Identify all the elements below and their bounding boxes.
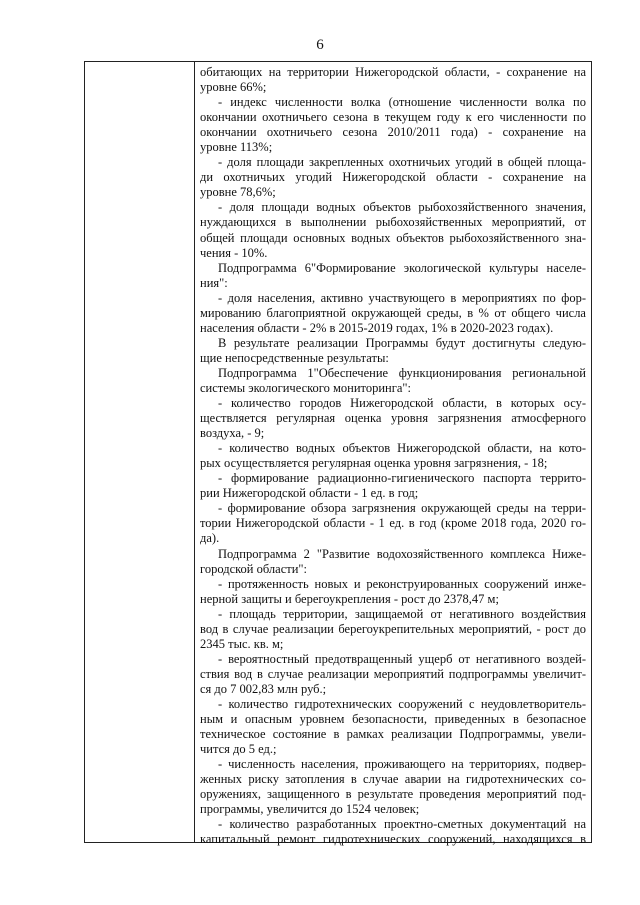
text-line: обитающих на территории Нижегородской области, - сохранение на — [200, 65, 586, 79]
text-line: рии Нижегородской области - 1 ед. в год; — [200, 486, 419, 501]
text-line: - формирование обзора загрязнения окружающей среды на терри- — [218, 501, 586, 516]
text-line: ным и опасным уровнем безопасности, приведенных в безопасное — [200, 712, 586, 727]
text-line: 2345 тыс. кв. м; — [200, 636, 284, 651]
text-line: - вероятностный предотвращенный ущерб от негативного воздей- — [218, 651, 586, 666]
text-line: женных риску затопления в случае аварии на гидротехнических со- — [200, 772, 586, 787]
text-line: вод в случае реализации берегоукрепительных мероприятий, - рост до — [200, 621, 586, 636]
text-line: капитальный ремонт гидротехнических сооружений, находящихся в — [200, 832, 586, 847]
text-line: - численность населения, проживающего на территориях, подвер- — [218, 757, 586, 772]
text-line: - индекс численности волка (отношение численности волка по — [218, 95, 586, 110]
text-line: Подпрограмма 1"Обеспечение функционирования региональной — [218, 365, 586, 380]
text-line: ди охотничьих угодий Нижегородской области - сохранение на — [200, 170, 586, 185]
text-line: общей площади основных водных объектов рыбохозяйственного зна- — [200, 230, 586, 245]
text-line: уровне 66%; — [200, 80, 267, 95]
text-line: - количество городов Нижегородской области, в которых осу- — [218, 396, 586, 411]
text-line: техническое состояние в рамках реализации Подпрограммы, увели- — [200, 727, 586, 742]
text-line: - количество гидротехнических сооружений с неудовлетворитель- — [218, 696, 586, 711]
text-line: - количество водных объектов Нижегородской области, на кото- — [218, 441, 586, 456]
text-line: рых осуществляется регулярная оценка уровня загрязнения, - 18; — [200, 456, 548, 471]
text-line: программы, увеличится до 1524 человек; — [200, 802, 420, 817]
text-line: оружениях, защищенного в результате проведения мероприятий под- — [200, 787, 586, 802]
text-line: - формирование радиационно-гигиенического паспорта террито- — [218, 471, 586, 486]
text-line: ствия вод в случае реализации мероприятий подпрограммы увеличит- — [200, 666, 586, 681]
text-line: - доля площади водных объектов рыбохозяйственного значения, — [218, 200, 586, 215]
text-line: уровне 113%; — [200, 140, 273, 155]
text-line: нерной защиты и берегоукрепления - рост до 2378,47 м; — [200, 591, 499, 606]
text-line: Подпрограмма 2 "Развитие водохозяйственного комплекса Ниже- — [218, 546, 586, 561]
document-table — [84, 61, 592, 847]
text-line: мированию благоприятной окружающей среды, в % от общего числа — [200, 305, 586, 320]
text-line: да). — [200, 531, 220, 546]
text-line: системы экологического мониторинга": — [200, 380, 411, 395]
text-line: чения - 10%. — [200, 245, 268, 260]
text-line: чится до 5 ед.; — [200, 742, 277, 757]
text-line: населения области - 2% в 2015-2019 годах, 1% в 2020-2023 годах). — [200, 320, 554, 335]
text-line: тории Нижегородской области - 1 ед. в год (кроме 2018 года, 2020 го- — [200, 516, 586, 531]
text-line: Подпрограмма 6"Формирование экологической культуры населе- — [218, 260, 586, 275]
page-number: 6 — [316, 37, 324, 53]
text-line: ся до 7 002,83 млн руб.; — [200, 681, 327, 696]
text-line: уровне 78,6%; — [200, 185, 276, 200]
text-line: - количество разработанных проектно-сметных документаций на — [218, 817, 586, 832]
text-line: - доля населения, активно участвующего в мероприятиях по фор- — [218, 290, 586, 305]
text-cell — [195, 62, 591, 847]
text-line: окончании охотничьего сезона в текущем году к его численности по — [200, 110, 586, 125]
text-line: ществляется регулярная оценка уровня загрязнения атмосферного — [200, 411, 586, 426]
text-line: В результате реализации Программы будут достигнуты следую- — [218, 335, 586, 350]
text-line: нуждающихся в выполнении рыбохозяйственных мероприятий, от — [200, 215, 586, 230]
empty-left-cell — [85, 62, 195, 842]
text-line: городской области": — [200, 561, 307, 576]
text-line: - доля площади закрепленных охотничьих угодий в общей площа- — [218, 155, 586, 170]
text-line: - протяженность новых и реконструированных сооружений инже- — [218, 576, 586, 591]
text-line: ния": — [200, 275, 228, 290]
text-line: воздуха, - 9; — [200, 426, 265, 441]
text-line: щие непосредственные результаты: — [200, 350, 389, 365]
text-line: окончании охотничьего сезона 2010/2011 года) - сохранение на — [200, 125, 586, 140]
text-line: - площадь территории, защищаемой от негативного воздействия — [218, 606, 586, 621]
